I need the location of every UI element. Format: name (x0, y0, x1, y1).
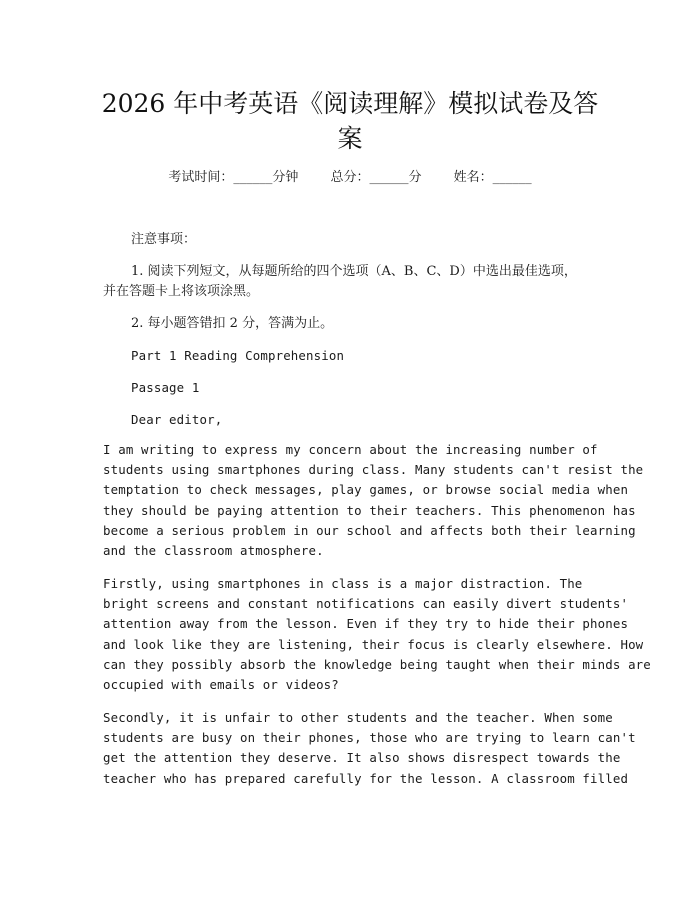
paragraph-line: Firstly, using smartphones in class is a major distraction. The (103, 576, 583, 591)
document-title-line-2: 案 (337, 124, 363, 153)
paragraph-line: attention away from the lesson. Even if they try to hide their phones (103, 616, 629, 632)
notes-item-1-line-2: 并在答题卡上将该项涂黑。 (103, 284, 260, 299)
letter-salutation: Dear editor, (131, 412, 223, 427)
paragraph-line: and the classroom atmosphere. (103, 543, 324, 559)
notes-heading: 注意事项： (131, 232, 197, 247)
paragraph-line: they should be paying attention to their teachers. This phenomenon has (103, 502, 636, 518)
total-score-field: 总分：______分 (330, 170, 422, 185)
document-title-line-1: 2026 年中考英语《阅读理解》模拟试卷及答 (101, 89, 599, 118)
part-title: Part 1 Reading Comprehension (131, 348, 345, 363)
passage-paragraph-1 (103, 440, 644, 561)
paragraph-line: teacher who has prepared carefully for the lesson. A classroom filled (103, 770, 629, 786)
passage-paragraph-3 (103, 708, 636, 789)
paragraph-line: Secondly, it is unfair to other students and the teacher. When some (103, 710, 613, 725)
notes-item-2: 2. 每小题答错扣 2 分，答满为止。 (131, 316, 334, 331)
paragraph-line: students using smartphones during class. Many students can't resist the (103, 462, 644, 478)
paragraph-line: and look like they are listening, their focus is clearly elsewhere. How (103, 636, 644, 652)
exam-time-field: 考试时间：______分钟 (168, 170, 299, 185)
paragraph-line: occupied with emails or videos? (103, 677, 339, 693)
paragraph-line: I am writing to express my concern about the increasing number of (103, 442, 598, 457)
paragraph-line: temptation to check messages, play games, or browse social media when (103, 482, 629, 498)
exam-meta (0, 167, 700, 189)
paragraph-line: bright screens and constant notifications can easily divert students' (103, 596, 629, 612)
paragraph-line: can they possibly absorb the knowledge being taught when their minds are (103, 656, 651, 672)
paragraph-line: students are busy on their phones, those who are trying to learn can't (103, 730, 636, 746)
student-name-field: 姓名：______ (453, 170, 532, 185)
paragraph-line: become a serious problem in our school and affects both their learning (103, 522, 636, 538)
passage-title: Passage 1 (131, 380, 200, 395)
passage-paragraph-2 (103, 574, 651, 695)
notes-item-1-line-1: 1. 阅读下列短文，从每题所给的四个选项（A、B、C、D）中选出最佳选项， (131, 264, 577, 279)
paragraph-line: get the attention they deserve. It also shows disrespect towards the (103, 750, 621, 766)
